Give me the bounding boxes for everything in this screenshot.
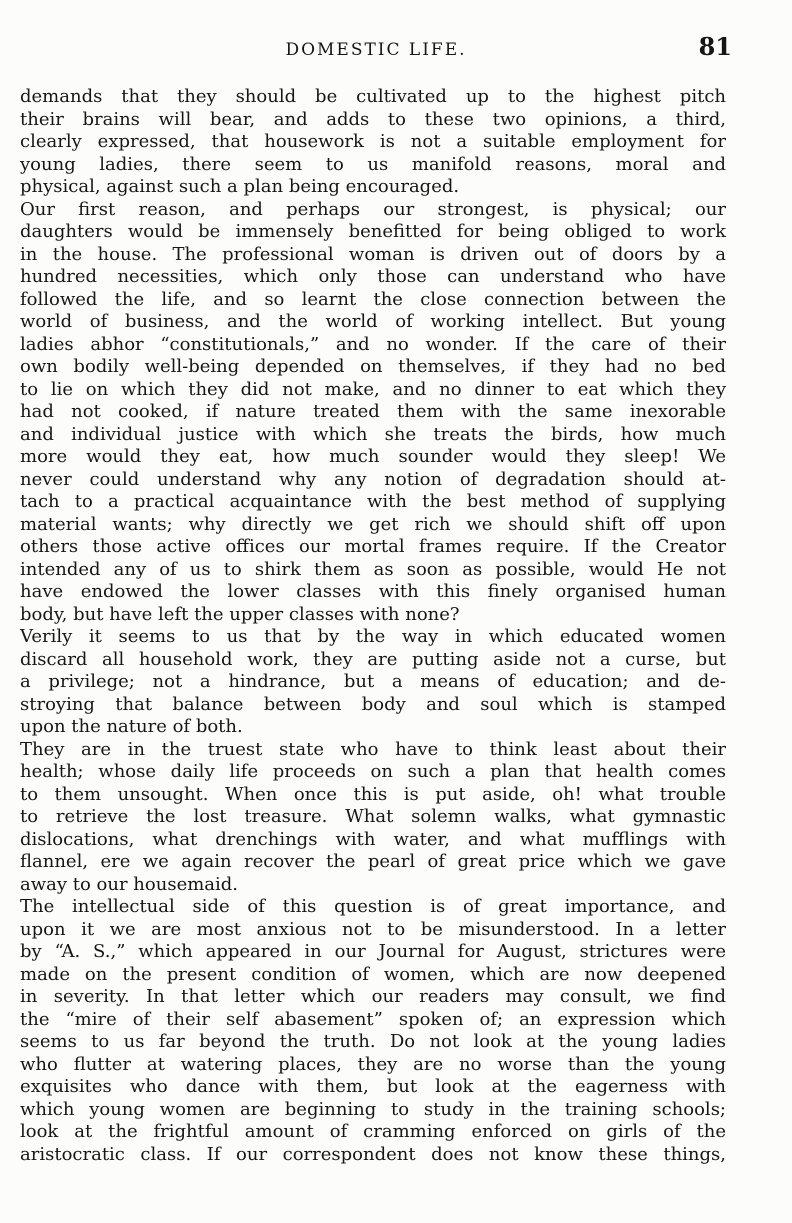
text-line: more would they eat, how much sounder would they sleep! We [20, 446, 726, 467]
text-line: demands that they should be cultivated up to the highest pitch [20, 86, 726, 107]
text-line: exquisites who dance with them, but look at the eagerness with [20, 1076, 726, 1097]
text-line: aristocratic class. If our correspondent does not know these things, [20, 1143, 726, 1165]
text-line: away to our housemaid. [20, 873, 239, 895]
text-line: Our first reason, and perhaps our strongest, is physical; our [20, 198, 726, 220]
text-line: others those active offices our mortal frames require. If the Creator [20, 536, 726, 557]
text-line: in severity. In that letter which our readers may consult, we find [20, 986, 726, 1007]
text-line: body, but have left the upper classes with none? [20, 603, 460, 625]
text-line: to lie on which they did not make, and no dinner to eat which they [20, 378, 726, 400]
text-line: They are in the truest state who have to think least about their [20, 738, 726, 760]
text-line: in the house. The professional woman is driven out of doors by a [20, 243, 726, 265]
text-line: flannel, ere we again recover the pearl of great price which we gave [20, 851, 726, 872]
text-line: who flutter at watering places, they are no worse than the young [20, 1053, 726, 1075]
text-line: stroying that balance between body and soul which is stamped [20, 693, 726, 715]
text-line: The intellectual side of this question is of great importance, and [20, 896, 726, 917]
text-line: clearly expressed, that housework is not a suitable employment for [20, 131, 726, 152]
text-line: ladies abhor “constitutionals,” and no wonder. If the care of their [20, 333, 726, 355]
text-line: made on the present condition of women, which are now deepened [20, 963, 726, 985]
text-line: world of business, and the world of working intellect. But young [20, 311, 726, 332]
text-line: never could understand why any notion of degradation should at- [20, 468, 726, 490]
text-line: intended any of us to shirk them as soon as possible, would He not [20, 558, 726, 580]
text-line: tach to a practical acquaintance with the best method of supplying [20, 491, 726, 512]
page-header [20, 32, 732, 66]
text-line: discard all household work, they are putting aside not a curse, but [20, 648, 726, 670]
text-line: upon the nature of both. [20, 716, 243, 737]
running-title: DOMESTIC LIFE. [285, 40, 467, 60]
text-line: own bodily well-being depended on themselves, if they had no bed [20, 356, 726, 377]
text-line: by “A. S.,” which appeared in our Journal for August, strictures were [20, 941, 726, 962]
text-line: health; whose daily life proceeds on such a plan that health comes [20, 761, 726, 782]
text-line: had not cooked, if nature treated them with the same inexorable [20, 401, 726, 422]
text-line: material wants; why directly we get rich we should shift off upon [20, 513, 726, 535]
text-line: seems to us far beyond the truth. Do not look at the young ladies [20, 1031, 726, 1052]
text-line: upon it we are most anxious not to be misunderstood. In a letter [20, 918, 726, 940]
text-line: a privilege; not a hindrance, but a means of education; and de- [20, 671, 726, 692]
text-line: which young women are beginning to study in the training schools; [20, 1098, 726, 1120]
text-line: Verily it seems to us that by the way in which educated women [20, 626, 726, 647]
text-line: followed the life, and so learnt the close connection between the [20, 288, 726, 310]
text-line: dislocations, what drenchings with water, and what mufflings with [20, 828, 726, 850]
body-text [20, 86, 726, 1166]
text-line: daughters would be immensely benefitted for being obliged to work [20, 221, 726, 242]
text-line: look at the frightful amount of cramming enforced on girls of the [20, 1121, 726, 1142]
text-line: physical, against such a plan being encouraged. [20, 176, 460, 197]
text-line: young ladies, there seem to us manifold reasons, moral and [20, 153, 726, 175]
page-number: 81 [698, 32, 732, 61]
text-line: hundred necessities, which only those can understand who have [20, 266, 726, 287]
text-line: to retrieve the lost treasure. What solemn walks, what gymnastic [20, 806, 726, 827]
text-line: have endowed the lower classes with this finely organised human [20, 581, 726, 602]
text-line: the “mire of their self abasement” spoken of; an expression which [20, 1008, 726, 1030]
text-line: and individual justice with which she treats the birds, how much [20, 423, 726, 445]
text-line: their brains will bear, and adds to these two opinions, a third, [20, 108, 726, 130]
text-line: to them unsought. When once this is put aside, oh! what trouble [20, 783, 726, 805]
